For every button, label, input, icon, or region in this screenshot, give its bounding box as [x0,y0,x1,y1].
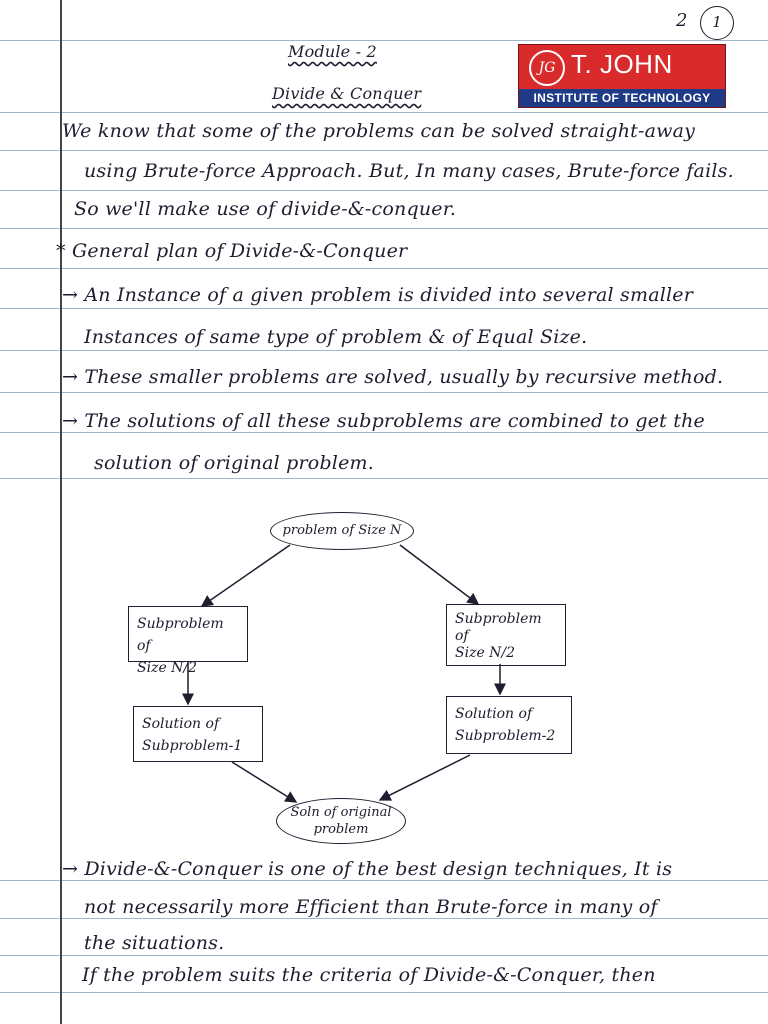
plan-point: solution of original problem. [94,452,374,474]
subproblem-left-node [128,606,248,676]
plan-point: Instances of same type of problem & of Equal Size. [84,326,588,348]
ruled-line [0,432,768,433]
node-line: Size N/2 [137,660,198,676]
ruled-line [0,918,768,919]
arrow-sol-left [232,762,296,802]
arrow-root-left [202,545,290,606]
ruled-line [0,478,768,479]
intro-line: So we'll make use of divide-&-conquer. [74,198,457,220]
plan-point: → An Instance of a given problem is divided into several smaller [62,284,693,306]
closing-line: If the problem suits the criteria of Divide-&-Conquer, then [82,964,656,986]
logo-tagline: INSTITUTE OF TECHNOLOGY [519,89,725,107]
ruled-line [0,150,768,151]
logo-red-band [519,45,725,87]
node-line: Subproblem-2 [455,728,556,744]
module-heading: Module - 2 [288,42,377,61]
ruled-line [0,190,768,191]
topic-heading: Divide & Conquer [272,84,422,103]
page-number-circle: 1 [700,6,734,40]
subproblem-right-node [446,604,566,666]
node-line: Subproblem-1 [142,738,243,754]
arrow-sol-right [380,755,470,800]
page-number: 2 [676,10,688,31]
node-line: Solution of [142,716,220,732]
node-line: problem [313,822,369,837]
ruled-line [0,308,768,309]
final-solution-node [276,798,406,844]
ruled-line [0,955,768,956]
intro-line: We know that some of the problems can be solved straight-away [62,120,696,142]
node-line: of [455,628,469,644]
ruled-line [0,268,768,269]
root-problem-node [270,512,414,550]
ruled-line [0,40,768,41]
plan-point: → The solutions of all these subproblems are combined to get the [62,410,705,432]
root-problem-label: problem of Size N [282,523,402,538]
ruled-line [0,880,768,881]
arrow-root-right [400,545,478,604]
logo-name: T. JOHN [571,49,673,79]
closing-line: the situations. [84,932,225,954]
ruled-line [0,350,768,351]
intro-line: using Brute-force Approach. But, In many cases, Brute-force fails. [84,160,734,182]
ruled-line [0,992,768,993]
node-line: Solution of [455,706,533,722]
logo-emblem-icon: JG [529,50,565,86]
institute-logo [518,44,726,108]
node-line: Subproblem [455,611,542,627]
plan-point: → These smaller problems are solved, usually by recursive method. [62,366,724,388]
closing-line: not necessarily more Efficient than Brute-force in many of [84,896,658,918]
node-line: Soln of original [290,805,392,820]
ruled-line [0,392,768,393]
ruled-line [0,112,768,113]
general-plan-heading: * General plan of Divide-&-Conquer [56,240,408,262]
node-line: Subproblem of [137,616,224,654]
ruled-line [0,228,768,229]
solution-left-node [133,706,263,762]
closing-line: → Divide-&-Conquer is one of the best design techniques, It is [62,858,673,880]
solution-right-node [446,696,572,754]
node-line: Size N/2 [455,645,516,661]
